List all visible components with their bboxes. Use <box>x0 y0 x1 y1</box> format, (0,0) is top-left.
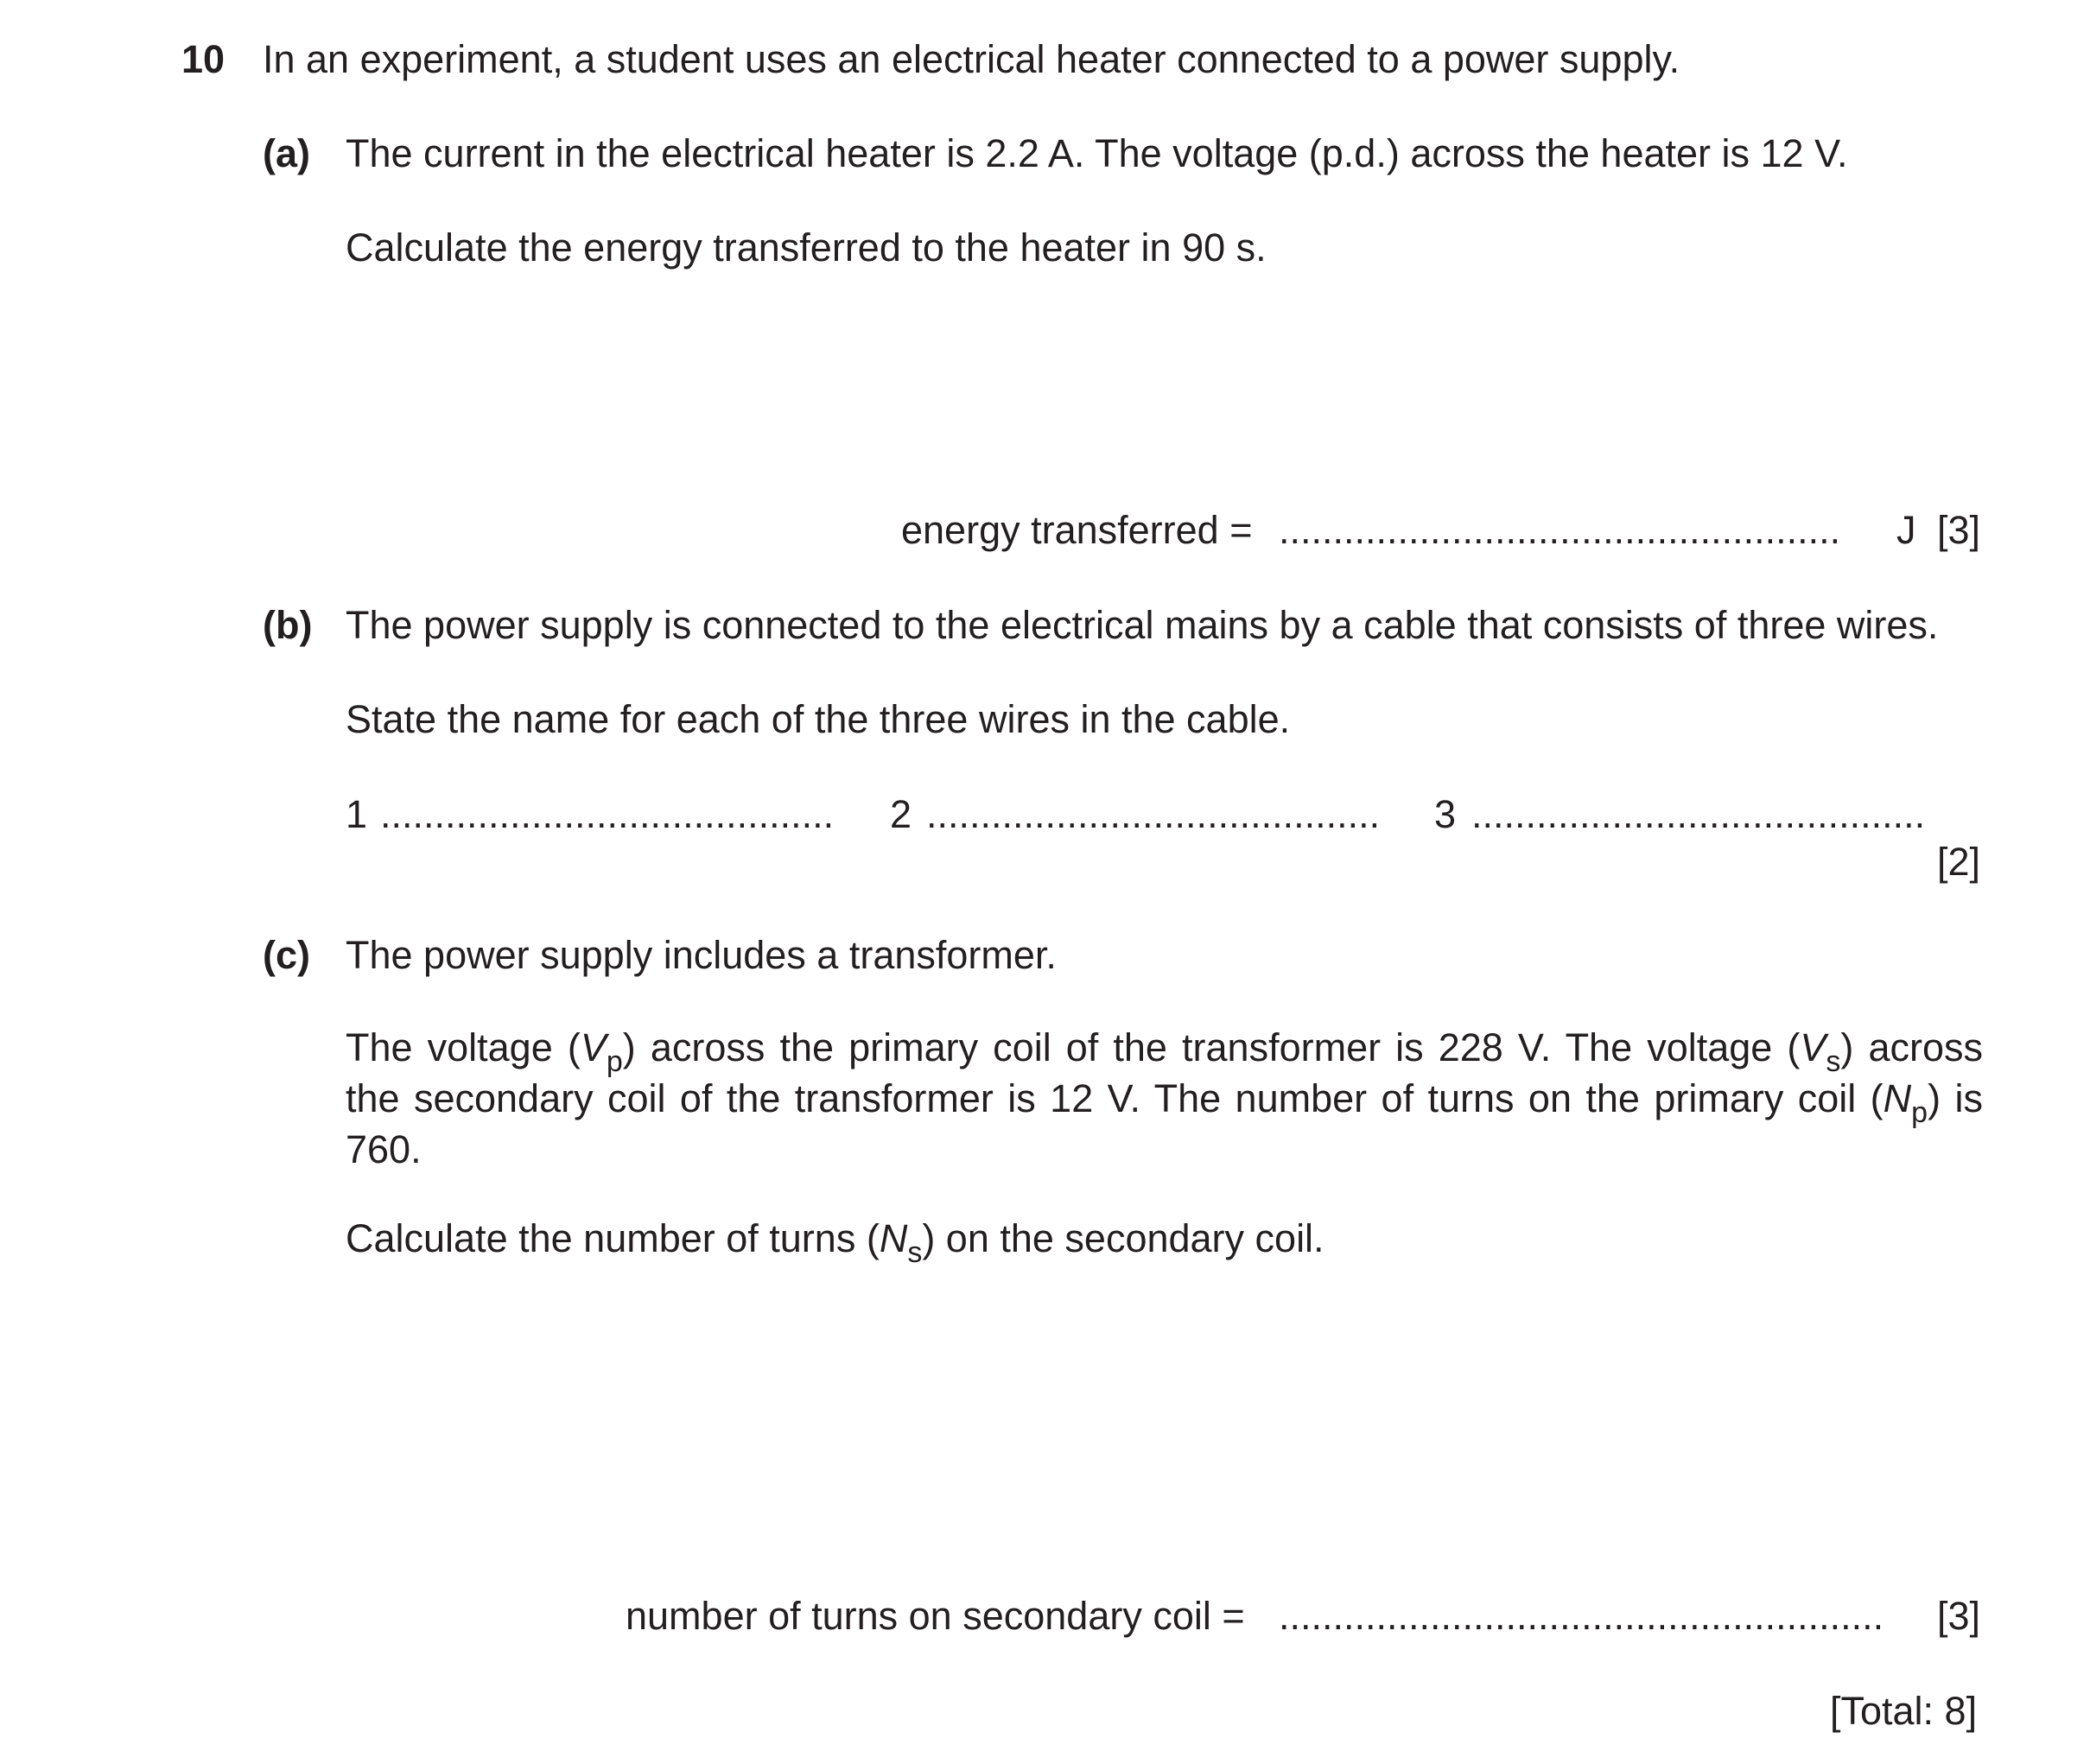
wire-3-label: 3 <box>1434 792 1457 836</box>
part-c-text-2: ) across the primary coil of the transformer is 228 V. The voltage ( <box>622 1025 1801 1069</box>
part-c-instruction <box>346 1216 1325 1269</box>
vp-subscript: p <box>606 1045 623 1078</box>
np-subscript: p <box>1911 1096 1928 1129</box>
part-a-marks: [3] <box>1937 508 1981 552</box>
part-c-instruction-1: Calculate the number of turns ( <box>346 1216 880 1260</box>
part-c-text-3: ) across the secondary coil of the transformer is 12 V. The number of turns on the primary coil ( <box>346 1025 1983 1120</box>
part-b-text: The power supply is connected to the electrical mains by a cable that consists of three wires. <box>346 603 1939 647</box>
wire-2-answer-line[interactable]: .......................................... <box>926 795 1381 834</box>
vs-subscript: s <box>1826 1045 1841 1078</box>
part-c-paragraph <box>346 1022 1983 1175</box>
part-a-label: (a) <box>263 131 310 175</box>
part-a-text: The current in the electrical heater is 2.2 A. The voltage (p.d.) across the heater is 12 V. <box>346 131 1848 175</box>
np-symbol: N <box>1883 1076 1912 1120</box>
part-a-instruction: Calculate the energy transferred to the heater in 90 s. <box>346 225 1267 270</box>
part-a-unit: J <box>1896 508 1916 552</box>
total-marks: [Total: 8] <box>1830 1689 1978 1733</box>
part-c-answer-line[interactable]: ........................................................ <box>1279 1596 1884 1635</box>
wire-1-answer-line[interactable]: .......................................... <box>380 795 835 834</box>
part-c-instruction-2: ) on the secondary coil. <box>922 1216 1325 1260</box>
part-c-label: (c) <box>263 933 310 977</box>
part-a-answer-label: energy transferred = <box>901 508 1253 552</box>
ns-subscript: s <box>907 1236 923 1269</box>
part-b-marks: [2] <box>1937 840 1981 884</box>
question-stem: In an experiment, a student uses an electrical heater connected to a power supply. <box>263 37 1680 81</box>
wire-2-label: 2 <box>890 792 912 836</box>
part-b-label: (b) <box>263 603 313 647</box>
vp-symbol: V <box>580 1025 607 1069</box>
part-a-answer-line[interactable]: .................................................... <box>1279 511 1841 549</box>
part-c-intro: The power supply includes a transformer. <box>346 933 1057 977</box>
vs-symbol: V <box>1800 1025 1826 1069</box>
part-c-text-1: The voltage ( <box>346 1025 581 1069</box>
part-c-answer-label: number of turns on secondary coil = <box>626 1594 1245 1638</box>
wire-3-answer-line[interactable]: .......................................... <box>1471 795 1926 834</box>
part-c-marks: [3] <box>1937 1594 1981 1638</box>
question-number: 10 <box>181 37 226 81</box>
part-b-instruction: State the name for each of the three wires in the cable. <box>346 697 1291 741</box>
wire-1-label: 1 <box>346 792 368 836</box>
part-c-text-4: ) is 760. <box>346 1076 1983 1171</box>
ns-symbol: N <box>879 1216 908 1260</box>
